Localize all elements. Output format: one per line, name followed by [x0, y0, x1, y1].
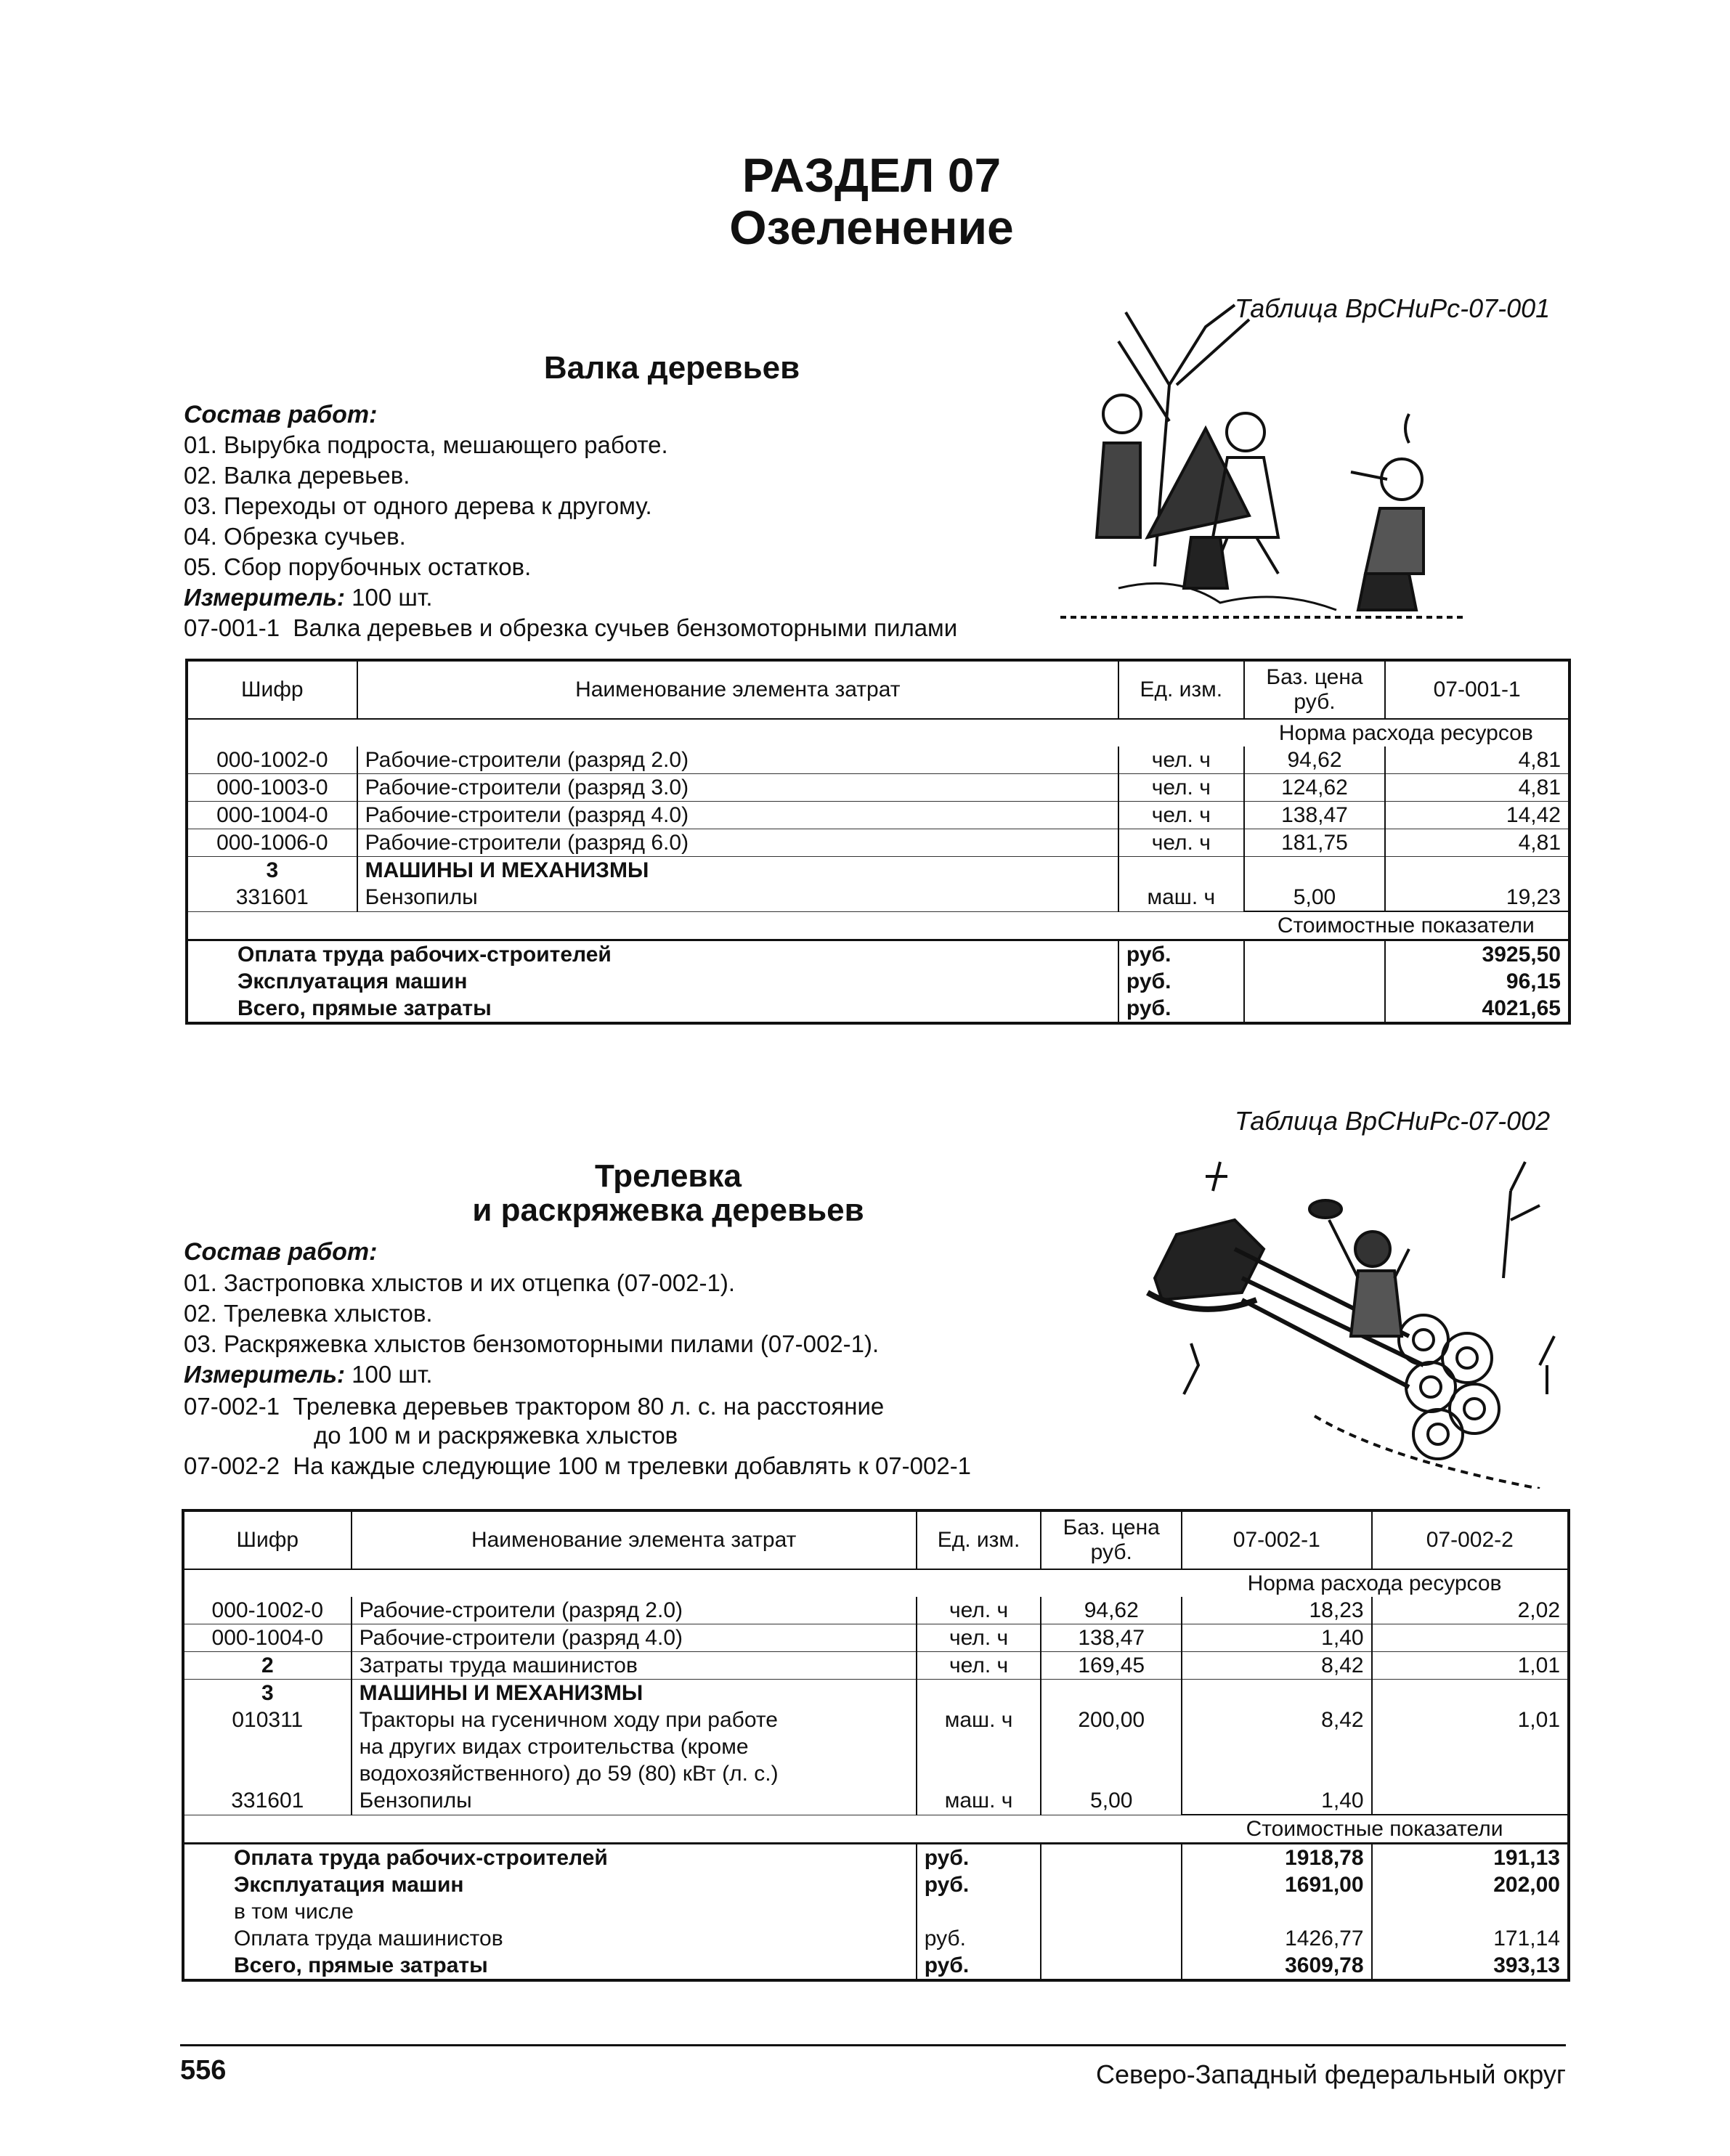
table-row	[187, 747, 1569, 774]
row-value: 4,81	[1385, 829, 1569, 857]
row-name-line: на других видах строительства (кроме	[359, 1735, 749, 1759]
row-unit: чел. ч	[917, 1597, 1041, 1624]
group-code: 3	[266, 858, 279, 882]
work-composition-label: Состав работ:	[184, 1238, 378, 1266]
col-header-unit: Ед. изм.	[1118, 660, 1244, 719]
row-value-1: 18,23	[1182, 1597, 1371, 1624]
page-number: 556	[180, 2055, 227, 2086]
row-price: 138,47	[1244, 802, 1386, 829]
col-header-norm-2: 07-002-2	[1372, 1510, 1569, 1569]
row-unit: чел. ч	[1118, 774, 1244, 802]
cost-unit: руб.	[1118, 940, 1244, 969]
table-group-row	[183, 1680, 1569, 1707]
cost-value-1: 3609,78	[1182, 1952, 1371, 1980]
heading-skidding-1: Трелевка	[595, 1158, 742, 1194]
group-code: 3	[261, 1681, 274, 1705]
norm-label: Норма расхода ресурсов	[1244, 719, 1569, 747]
row-price: 94,62	[1244, 747, 1386, 774]
row-code: 010311	[232, 1708, 304, 1732]
row-unit: маш. ч	[917, 1707, 1041, 1787]
work-item: 01. Вырубка подроста, мешающего работе.	[184, 431, 668, 458]
footer-divider	[180, 2044, 1566, 2046]
row-value: 4,81	[1385, 747, 1569, 774]
table-row	[183, 1707, 1569, 1787]
row-price: 138,47	[1041, 1624, 1182, 1652]
cost-unit: руб.	[917, 1871, 1041, 1898]
heading-skidding-2: и раскряжевка деревьев	[472, 1192, 864, 1228]
row-value-1: 1,40	[1182, 1787, 1371, 1815]
cost-name: Эксплуатация машин	[237, 969, 468, 993]
cost-value: 96,15	[1385, 968, 1569, 995]
row-unit: маш. ч	[1118, 884, 1244, 911]
cost-unit: руб.	[917, 1844, 1041, 1872]
cost-label: Стоимостные показатели	[1244, 911, 1569, 940]
section-number: РАЗДЕЛ 07	[742, 148, 1002, 202]
row-price: 5,00	[1244, 884, 1386, 911]
table-row	[183, 1624, 1569, 1652]
work-item: 01. Застроповка хлыстов и их отцепка (07-002-1).	[184, 1269, 735, 1296]
row-unit: чел. ч	[1118, 829, 1244, 857]
cost-name: Оплата труда рабочих-строителей	[183, 1844, 917, 1872]
work-composition-label: Состав работ:	[184, 401, 378, 428]
row-unit: чел. ч	[917, 1624, 1041, 1652]
row-code: 000-1002-0	[187, 747, 357, 774]
cost-value-2	[1372, 1898, 1569, 1925]
cost-value-2: 202,00	[1372, 1871, 1569, 1898]
lumberjacks-illustration	[1060, 298, 1467, 646]
row-value-1: 1,40	[1182, 1624, 1371, 1652]
col-header-price: Баз. цена руб.	[1244, 660, 1386, 719]
row-value-2: 2,02	[1372, 1597, 1569, 1624]
row-name: Рабочие-строители (разряд 6.0)	[357, 829, 1118, 857]
measure-label: Измеритель:	[184, 1361, 345, 1388]
row-value-1: 8,42	[1182, 1652, 1371, 1680]
row-name: Рабочие-строители (разряд 4.0)	[357, 802, 1118, 829]
row-code: 000-1004-0	[187, 802, 357, 829]
row-name: Рабочие-строители (разряд 3.0)	[357, 774, 1118, 802]
cost-value: 4021,65	[1385, 995, 1569, 1023]
work-item: 03. Переходы от одного дерева к другому.	[184, 492, 652, 519]
row-name: Рабочие-строители (разряд 4.0)	[352, 1624, 917, 1652]
row-name: Затраты труда машинистов	[352, 1652, 917, 1680]
table-row	[183, 1787, 1569, 1815]
row-code: 331601	[187, 884, 357, 911]
cost-row	[183, 1871, 1569, 1898]
code-line: до 100 м и раскряжевка хлыстов	[314, 1422, 678, 1449]
table-row	[187, 884, 1569, 911]
row-price: 5,00	[1041, 1787, 1182, 1815]
row-value: 4,81	[1385, 774, 1569, 802]
cost-name: Всего, прямые затраты	[237, 996, 492, 1020]
cost-unit: руб.	[917, 1952, 1041, 1980]
heading-felling: Валка деревьев	[543, 350, 800, 386]
row-name: Бензопилы	[357, 884, 1118, 911]
table-row	[183, 1652, 1569, 1680]
norm-label: Норма расхода ресурсов	[1182, 1569, 1569, 1597]
group-name: МАШИНЫ И МЕХАНИЗМЫ	[357, 857, 1118, 884]
row-price: 124,62	[1244, 774, 1386, 802]
row-code: 000-1003-0	[187, 774, 357, 802]
cost-name: Всего, прямые затраты	[234, 1953, 488, 1977]
col-header-norm-1: 07-002-1	[1182, 1510, 1371, 1569]
cost-row	[183, 1898, 1569, 1925]
code-line: 07-001-1 Валка деревьев и обрезка сучьев бензомоторными пилами	[184, 614, 958, 641]
table-ref-2: Таблица ВрСНиРс-07-002	[1235, 1106, 1551, 1136]
col-header-norm: 07-001-1	[1385, 660, 1569, 719]
row-unit: чел. ч	[1118, 802, 1244, 829]
cost-unit: руб.	[917, 1925, 1041, 1952]
table-row	[187, 829, 1569, 857]
col-header-price: Баз. цена руб.	[1041, 1510, 1182, 1569]
cost-value-2: 191,13	[1372, 1844, 1569, 1872]
row-code: 000-1002-0	[183, 1597, 352, 1624]
row-price: 94,62	[1041, 1597, 1182, 1624]
tractor-logs-illustration	[1133, 1147, 1569, 1489]
section-title: Озеленение	[729, 200, 1014, 254]
cost-value-1: 1918,78	[1182, 1844, 1371, 1872]
row-name: Рабочие-строители (разряд 2.0)	[352, 1597, 917, 1624]
cost-value-1	[1182, 1898, 1371, 1925]
cost-name: Оплата труда машинистов	[234, 1927, 503, 1950]
table-row	[187, 774, 1569, 802]
row-value-2: 1,01	[1372, 1707, 1569, 1787]
cost-value-1: 1691,00	[1182, 1871, 1371, 1898]
cost-row	[183, 1925, 1569, 1952]
table-row	[183, 1597, 1569, 1624]
measure-label: Измеритель:	[184, 584, 345, 611]
cost-row	[183, 1844, 1569, 1872]
table-group-row	[187, 857, 1569, 884]
row-name	[352, 1707, 917, 1787]
row-price: 200,00	[1041, 1707, 1182, 1787]
measure-value: 100 шт.	[352, 584, 433, 611]
cost-name: Эксплуатация машин	[234, 1873, 464, 1897]
measure-line	[184, 584, 433, 611]
col-header-unit: Ед. изм.	[917, 1510, 1041, 1569]
table-ref-1: Таблица ВрСНиРс-07-001	[1235, 293, 1551, 323]
work-item: 05. Сбор порубочных остатков.	[184, 553, 532, 580]
row-value: 14,42	[1385, 802, 1569, 829]
footer-region: Северо-Западный федеральный округ	[1095, 2059, 1566, 2089]
row-name: Бензопилы	[352, 1787, 917, 1815]
row-name: Рабочие-строители (разряд 2.0)	[357, 747, 1118, 774]
cost-unit: руб.	[1118, 995, 1244, 1023]
row-value-1: 8,42	[1182, 1707, 1371, 1787]
row-value-2: 1,01	[1372, 1652, 1569, 1680]
row-value-2	[1372, 1624, 1569, 1652]
cost-name: в том числе	[234, 1900, 354, 1924]
cost-value-1: 1426,77	[1182, 1925, 1371, 1952]
work-item: 03. Раскряжевка хлыстов бензомоторными пилами (07-002-1).	[184, 1330, 880, 1357]
row-code: 331601	[183, 1787, 352, 1815]
col-header-name: Наименование элемента затрат	[352, 1510, 917, 1569]
code-line: 07-002-1 Трелевка деревьев трактором 80 л. с. на расстояние	[184, 1393, 885, 1420]
measure-line	[184, 1361, 433, 1388]
cost-label: Стоимостные показатели	[1182, 1815, 1569, 1844]
col-header-code: Шифр	[187, 660, 357, 719]
measure-value: 100 шт.	[352, 1361, 433, 1388]
cost-value-2: 393,13	[1372, 1952, 1569, 1980]
cost-row	[187, 968, 1569, 995]
group-name: МАШИНЫ И МЕХАНИЗМЫ	[352, 1680, 917, 1707]
row-unit: чел. ч	[1118, 747, 1244, 774]
col-header-code: Шифр	[183, 1510, 352, 1569]
row-price: 169,45	[1041, 1652, 1182, 1680]
row-code: 000-1006-0	[187, 829, 357, 857]
row-code: 000-1004-0	[183, 1624, 352, 1652]
row-unit: чел. ч	[917, 1652, 1041, 1680]
table-row	[187, 802, 1569, 829]
cost-name: Оплата труда рабочих-строителей	[187, 940, 1118, 969]
work-item: 02. Трелевка хлыстов.	[184, 1300, 433, 1327]
col-header-name: Наименование элемента затрат	[357, 660, 1118, 719]
row-unit: маш. ч	[917, 1787, 1041, 1815]
work-item: 04. Обрезка сучьев.	[184, 523, 406, 550]
row-code: 2	[183, 1652, 352, 1680]
row-price: 181,75	[1244, 829, 1386, 857]
resource-table-2	[182, 1509, 1570, 1982]
work-item: 02. Валка деревьев.	[184, 462, 410, 489]
cost-unit	[917, 1898, 1041, 1925]
row-value: 19,23	[1385, 884, 1569, 911]
row-name-line: водохозяйственного) до 59 (80) кВт (л. с.)	[359, 1762, 779, 1786]
cost-unit: руб.	[1118, 968, 1244, 995]
cost-row	[187, 995, 1569, 1023]
cost-value-2: 171,14	[1372, 1925, 1569, 1952]
row-value-2	[1372, 1787, 1569, 1815]
cost-row	[183, 1952, 1569, 1980]
row-name-line: Тракторы на гусеничном ходу при работе	[359, 1708, 778, 1732]
code-line: 07-002-2 На каждые следующие 100 м трелевки добавлять к 07-002-1	[184, 1452, 972, 1479]
resource-table-1	[185, 659, 1571, 1025]
cost-value: 3925,50	[1385, 940, 1569, 969]
cost-row	[187, 940, 1569, 969]
